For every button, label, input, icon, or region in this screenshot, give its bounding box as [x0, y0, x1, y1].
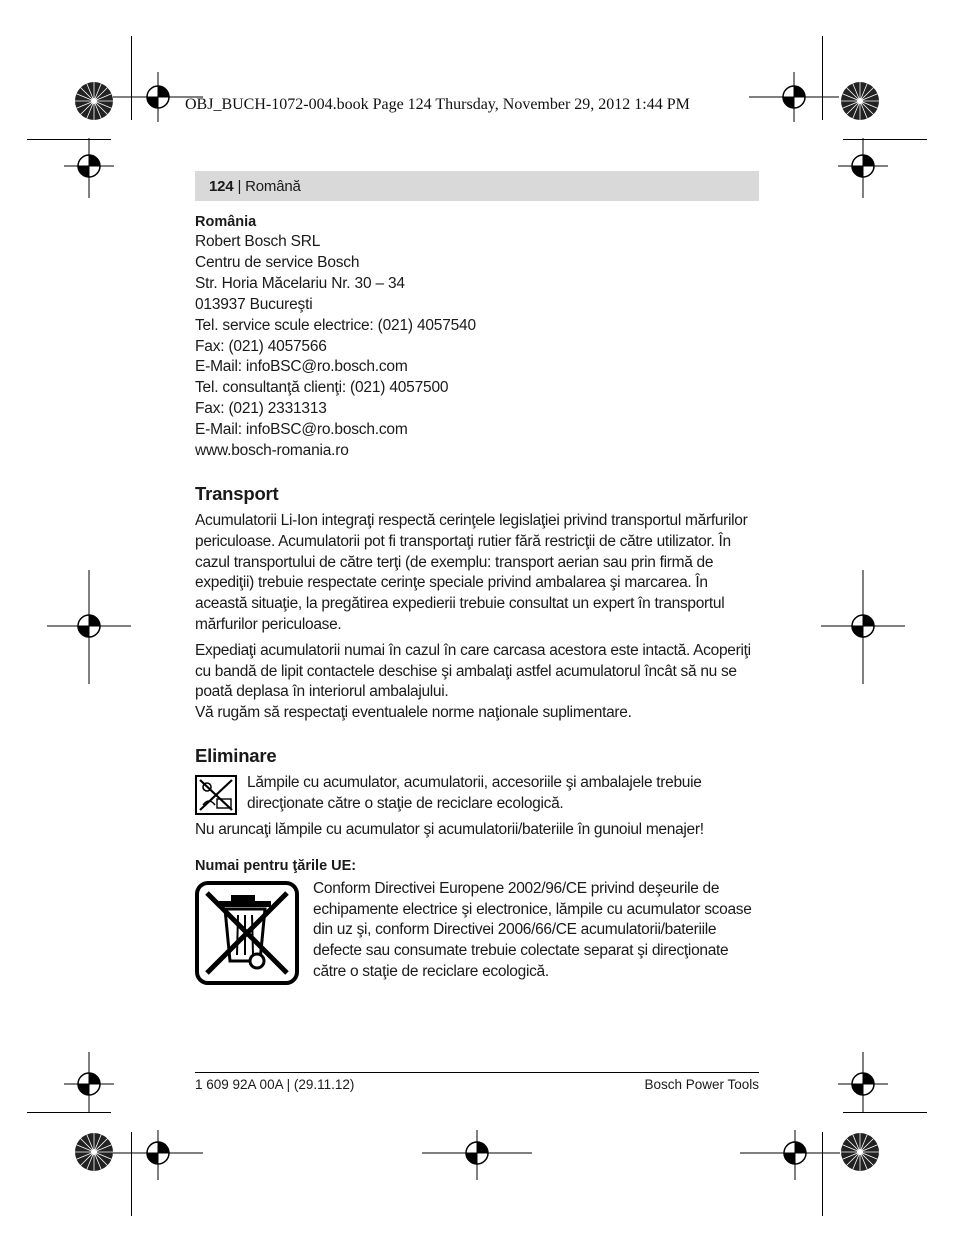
- crop-mark: [843, 1112, 927, 1113]
- header-language: Română: [245, 177, 301, 195]
- footer-brand: Bosch Power Tools: [644, 1077, 759, 1092]
- registration-mark: [838, 1052, 888, 1112]
- page-header: [195, 171, 759, 201]
- address-line: Robert Bosch SRL: [195, 233, 321, 250]
- eu-section: [195, 879, 759, 985]
- registration-mark: [422, 1130, 532, 1180]
- page-content: [195, 171, 759, 985]
- registration-mark: [821, 570, 905, 684]
- fax-line: Fax: (021) 4057566: [195, 337, 327, 355]
- header-separator: |: [237, 177, 242, 195]
- email-line: E-Mail: infoBSC@ro.bosch.com: [195, 421, 408, 439]
- page-number: 124: [209, 177, 234, 195]
- address-line: Str. Horia Măcelariu Nr. 30 – 34: [195, 274, 405, 292]
- email-line: E-Mail: infoBSC@ro.bosch.com: [195, 358, 408, 376]
- transport-paragraph: Expediaţi acumulatorii numai în cazul în care carcasa acestora este intactă. Acoperiţi cu bandă de lipit contactele deschise şi ambalaţi astfel acumulatorul încât să nu se poată deplasa în interiorul ambalajului.: [195, 641, 751, 701]
- eliminare-heading: Eliminare: [195, 744, 277, 766]
- registration-mark: [113, 1130, 203, 1180]
- page-footer: [195, 1072, 759, 1092]
- transport-paragraph: Vă rugăm să respectaţi eventualele norme naţionale suplimentare.: [195, 704, 632, 722]
- website-line: www.bosch-romania.ro: [195, 442, 349, 460]
- transport-heading: Transport: [195, 482, 279, 504]
- recycling-disposal-icon: [195, 775, 237, 815]
- crop-mark: [27, 1112, 111, 1113]
- registration-mark: [64, 1052, 114, 1112]
- starburst-target: [840, 1132, 880, 1172]
- phone-line: Tel. service scule electrice: (021) 4057540: [195, 316, 476, 334]
- registration-mark: [740, 1130, 840, 1180]
- eu-heading: Numai pentru ţările UE:: [195, 857, 357, 874]
- starburst-target: [74, 1132, 114, 1172]
- eliminare-paragraph: Lămpile cu acumulator, acumulatorii, accesoriile şi ambalajele trebuie direcţionate către o staţie de reciclare ecologică.: [247, 773, 702, 812]
- crossed-out-bin-icon: [195, 881, 299, 985]
- registration-mark: [47, 570, 131, 684]
- registration-mark: [64, 138, 114, 198]
- address-line: Centru de service Bosch: [195, 253, 360, 271]
- starburst-target: [74, 81, 114, 121]
- contact-address: [195, 232, 759, 462]
- address-line: 013937 Bucureşti: [195, 295, 313, 313]
- footer-document-code: 1 609 92A 00A | (29.11.12): [195, 1077, 355, 1092]
- fax-line: Fax: (021) 2331313: [195, 400, 327, 418]
- registration-mark: [749, 72, 839, 122]
- eu-paragraph: Conform Directivei Europene 2002/96/CE privind deşeurile de echipamente electrice şi electronice, lămpile cu acumulator scoase din uz şi, conform Directivei 2006/66/CE acumulatorii/bateriile defecte sau consumate trebuie colectate separat şi direcţionate către o staţie de reciclare ecologică.: [313, 879, 752, 980]
- eliminare-intro: [195, 773, 759, 815]
- country-heading: România: [195, 214, 257, 230]
- transport-paragraph: Acumulatorii Li-Ion integraţi respectă cerinţele legislaţiei privind transportul mărfurilor periculoase. Acumulatorii pot fi transportaţi rutier fără restricţii de către utilizator. În cazul transportului de către terţi (de exemplu: transport aerian sau prin firmă de expediţii) trebuie respectate cerinţe speciale privind ambalarea şi marcarea. În această situaţie, la pregătirea expedierii trebuie consultat un expert în transportul mărfurilor periculoase.: [195, 511, 748, 633]
- registration-mark: [838, 138, 888, 198]
- phone-line: Tel. consultanţă clienţi: (021) 4057500: [195, 379, 449, 397]
- print-slug: OBJ_BUCH-1072-004.book Page 124 Thursday, November 29, 2012 1:44 PM: [185, 96, 690, 113]
- starburst-target: [840, 81, 880, 121]
- eliminare-warning: Nu aruncaţi lămpile cu acumulator şi acumulatorii/bateriile în gunoiul menajer!: [195, 820, 704, 838]
